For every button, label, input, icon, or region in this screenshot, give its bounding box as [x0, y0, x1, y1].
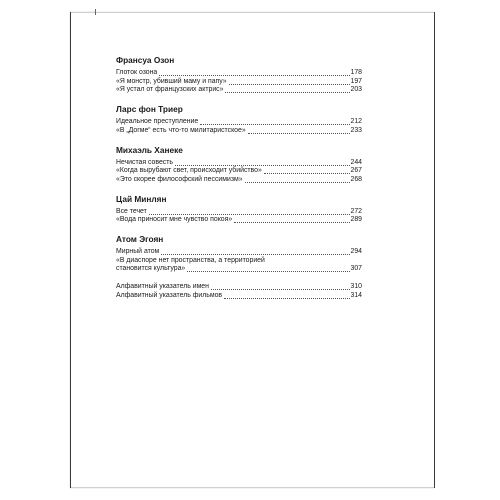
dot-leader [225, 92, 349, 93]
entry-page-number: 272 [350, 207, 362, 215]
entry-page-number: 244 [350, 158, 362, 166]
toc-entry[interactable] [116, 86, 362, 95]
page-top-edge [70, 12, 435, 13]
scan-mark [95, 9, 96, 15]
director-heading: Франсуа Озон [116, 55, 175, 65]
entry-title: «Вода приносит мне чувство покоя» [116, 216, 233, 224]
entry-title: Алфавитный указатель фильмов [116, 291, 223, 299]
toc-entry[interactable] [116, 176, 362, 185]
entry-title: Глоток озона [116, 69, 158, 76]
entry-title: Все течет [116, 207, 147, 215]
toc-entry-last-line [116, 265, 362, 274]
dot-leader [229, 84, 350, 85]
toc-entry[interactable] [116, 127, 362, 136]
entry-page-number: 307 [350, 265, 362, 273]
toc-entry[interactable] [116, 292, 362, 301]
toc-entry[interactable] [116, 167, 362, 176]
director-heading: Михаэль Ханеке [116, 144, 183, 155]
toc-entry[interactable] [116, 248, 362, 257]
dot-leader [234, 222, 349, 223]
dot-leader [248, 133, 350, 134]
page-right-edge [434, 12, 435, 488]
entry-title: «Я устал от французских актрис» [116, 86, 224, 94]
entry-title: «В „Догме“ есть что-то милитаристское» [116, 126, 246, 134]
entry-page-number: 197 [350, 77, 362, 85]
dot-leader [159, 75, 349, 76]
entry-title: «Когда вырубают свет, происходит убийство» [116, 167, 262, 175]
entry-title-line-2: становится культура» [116, 265, 186, 273]
entry-page-number: 310 [350, 283, 362, 291]
entry-page-number: 203 [350, 86, 362, 94]
toc-section-trier [116, 104, 362, 135]
entry-page-number: 289 [350, 216, 362, 224]
toc-entry[interactable] [116, 208, 362, 217]
entry-page-number: 233 [350, 126, 362, 134]
entry-title: Идеальное преступление [116, 118, 199, 126]
entry-page-number: 267 [350, 167, 362, 175]
entry-title: «Это скорее философский пессимизм» [116, 175, 243, 183]
toc-entry[interactable] [116, 216, 362, 225]
toc-section-haneke [116, 145, 362, 185]
entry-page-number: 314 [350, 291, 362, 299]
entry-page-number: 212 [350, 118, 362, 126]
dot-leader [200, 124, 349, 125]
entry-page-number: 294 [350, 248, 362, 256]
toc-section-egoyan [116, 234, 362, 274]
entry-title: «Я монстр, убивший маму и папу» [116, 77, 227, 85]
toc-section-ozon [116, 55, 362, 95]
toc-entry-multiline[interactable] [116, 257, 362, 274]
dot-leader [149, 214, 350, 215]
page-bottom-edge [70, 487, 435, 488]
dot-leader [245, 182, 350, 183]
page-left-edge [70, 12, 71, 488]
dot-leader [175, 165, 350, 166]
entry-page-number: 268 [350, 175, 362, 183]
director-heading: Ларс фон Триер [116, 104, 183, 115]
toc-index-section [116, 283, 362, 300]
director-heading: Атом Эгоян [116, 234, 164, 245]
table-of-contents [116, 55, 362, 301]
dot-leader [264, 173, 350, 174]
entry-title-line-1: «В диаспоре нет пространства, а территорией [116, 256, 265, 264]
dot-leader [211, 289, 350, 290]
toc-entry[interactable] [116, 118, 362, 127]
dot-leader [187, 271, 349, 272]
dot-leader [224, 298, 349, 299]
toc-section-tsai [116, 194, 362, 225]
toc-entry[interactable] [116, 69, 362, 78]
dot-leader [161, 254, 349, 255]
entry-title: Алфавитный указатель имен [116, 283, 209, 291]
entry-page-number: 178 [350, 69, 362, 76]
toc-entry[interactable] [116, 283, 362, 292]
toc-entry[interactable] [116, 159, 362, 168]
entry-title: Нечистая совесть [116, 158, 173, 166]
director-heading: Цай Минлян [116, 193, 167, 204]
entry-title: Мирный атом [116, 248, 160, 256]
toc-entry[interactable] [116, 78, 362, 87]
